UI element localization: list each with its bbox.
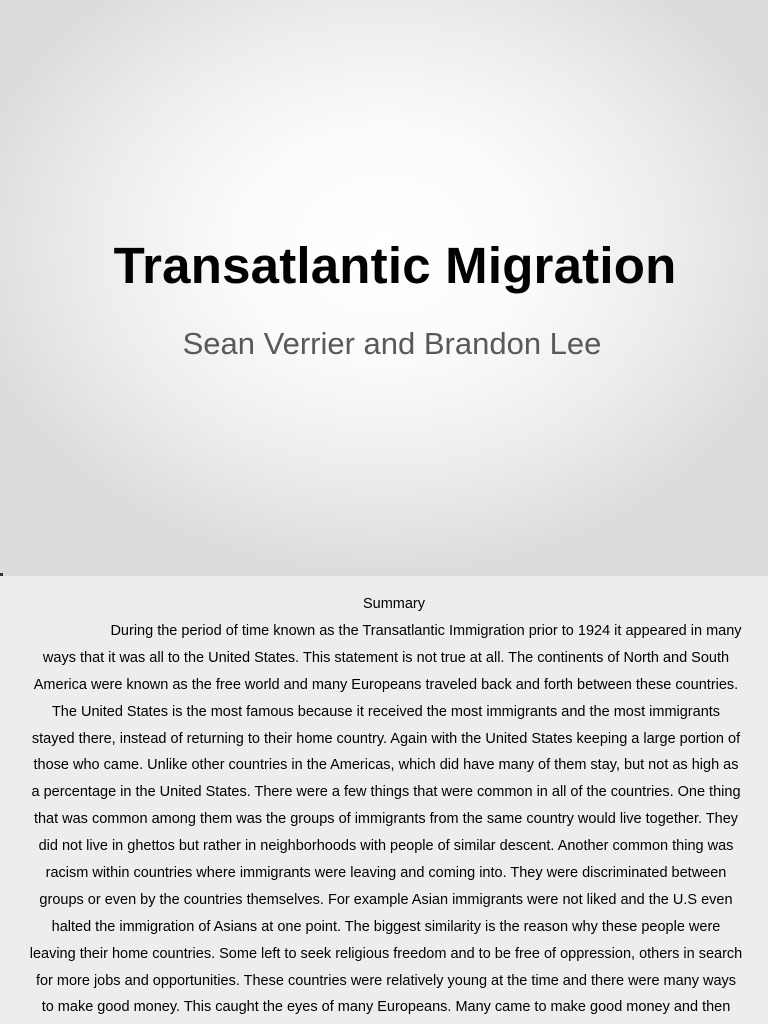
summary-line: halted the immigration of Asians at one point. The biggest similarity is the reason why these people were — [51, 918, 721, 935]
summary-line: The United States is the most famous because it received the most immigrants and the most immigrants — [51, 703, 721, 720]
summary-line: leaving their home countries. Some left to seek religious freedom and to be free of oppression, others in search — [29, 945, 743, 962]
summary-line: that was common among them was the groups of immigrants from the same country would live together. They — [33, 811, 739, 828]
summary-body — [18, 618, 754, 1021]
summary-line: America were known as the free world and many Europeans traveled back and forth between these countries. — [33, 676, 739, 693]
summary-heading: Summary — [362, 596, 426, 612]
summary-line: did not live in ghettos but rather in neighborhoods with people of similar descent. Another common thing was — [38, 838, 734, 855]
summary-line: for more jobs and opportunities. These countries were relatively young at the time and there were many ways — [35, 972, 737, 989]
summary-line: ways that it was all to the United States. This statement is not true at all. The continents of North and South — [42, 649, 730, 666]
slide-title: Transatlantic Migration — [113, 237, 677, 294]
summary-line: During the period of time known as the Transatlantic Immigration prior to 1924 it appeared in many — [110, 623, 742, 639]
summary-document — [0, 576, 768, 1024]
summary-line: racism within countries where immigrants were leaving and coming into. They were discriminated between — [45, 865, 727, 882]
summary-line: those who came. Unlike other countries in the Americas, which did have many of them stay, but not as high as — [33, 757, 739, 774]
summary-line: a percentage in the United States. There were a few things that were common in all of the countries. One thing — [31, 784, 741, 801]
summary-line: groups or even by the countries themselves. For example Asian immigrants were not liked and the U.S even — [39, 891, 733, 908]
summary-line: stayed there, instead of returning to their home country. Again with the United States keeping a large portion of — [31, 730, 741, 747]
summary-line: to make good money. This caught the eyes of many Europeans. Many came to make good money and then — [41, 999, 731, 1016]
slide-subtitle: Sean Verrier and Brandon Lee — [182, 326, 602, 361]
